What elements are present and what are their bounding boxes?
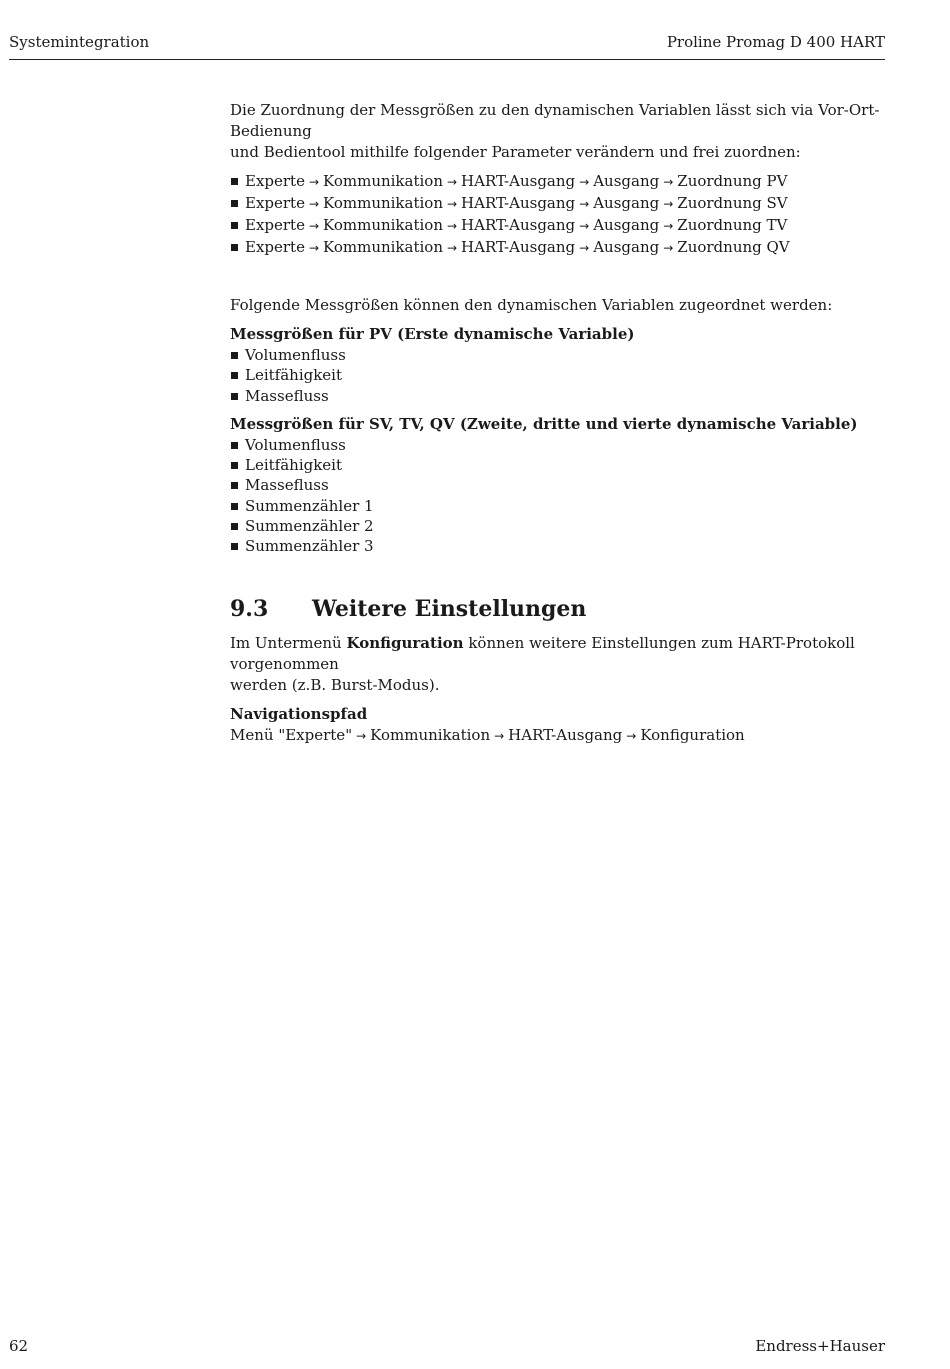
header-section-name: Systemintegration [9,33,150,51]
arrow-icon: → [579,175,590,189]
pv-list [230,345,890,406]
section-heading [230,595,890,623]
arrow-icon: → [663,219,674,233]
header-product-name: Proline Promag D 400 HART [666,33,885,51]
menu-name-konfiguration: Konfiguration [346,633,464,652]
list-item: Leitfähigkeit [230,365,890,385]
nav-path-pv: Experte → Kommunikation → HART-Ausgang → Ausgang → Zuordnung PV [230,171,890,193]
page-number: 62 [9,1337,29,1355]
nav-path-tv: Experte → Kommunikation → HART-Ausgang → Ausgang → Zuordnung TV [230,215,890,237]
arrow-icon: → [626,728,637,743]
arrow-icon: → [446,197,458,211]
list-item: Summenzähler 2 [230,516,890,536]
list-item: Volumenfluss [230,345,890,365]
arrow-icon: → [446,175,458,189]
section-number: 9.3 [230,595,269,622]
intro-line-1: Die Zuordnung der Messgrößen zu den dynamischen Variablen lässt sich via Vor-Ort-Bedienung [230,101,880,140]
following-text: Folgende Messgrößen können den dynamischen Variablen zugeordnet werden: [230,296,833,314]
arrow-icon: → [308,197,320,211]
list-item: Leitfähigkeit [230,455,890,475]
arrow-icon: → [663,175,674,189]
list-item: Summenzähler 1 [230,496,890,516]
assignment-nav-list [230,171,890,259]
section-paragraph: Im Untermenü Konfiguration können weitere Einstellungen zum HART-Protokoll vorgenommen werden (z.B. Burst-Modus). [230,633,855,694]
list-item: Massefluss [230,386,890,406]
pv-subheading: Messgrößen für PV (Erste dynamische Variable) [230,325,635,343]
arrow-icon: → [446,219,458,233]
page-header [9,33,885,60]
nav-path-sv: Experte → Kommunikation → HART-Ausgang → Ausgang → Zuordnung SV [230,193,890,215]
section-title-text: Weitere Einstellungen [312,595,587,622]
arrow-icon: → [579,241,590,255]
nav-path-qv: Experte → Kommunikation → HART-Ausgang → Ausgang → Zuordnung QV [230,237,890,259]
arrow-icon: → [308,241,320,255]
arrow-icon: → [356,728,367,743]
sv-tv-qv-subheading: Messgrößen für SV, TV, QV (Zweite, dritte und vierte dynamische Variable) [230,414,858,433]
arrow-icon: → [663,197,674,211]
navigation-path-heading: Navigationspfad [230,704,368,723]
sv-tv-qv-list [230,435,890,557]
intro-paragraph [230,100,890,163]
arrow-icon: → [494,728,505,743]
list-item: Massefluss [230,475,890,495]
arrow-icon: → [446,241,458,255]
navigation-path: Menü "Experte" → Kommunikation → HART-Ausgang → Konfiguration [230,725,745,744]
arrow-icon: → [579,219,590,233]
company-name: Endress+Hauser [755,1337,885,1355]
arrow-icon: → [308,219,320,233]
arrow-icon: → [579,197,590,211]
arrow-icon: → [308,175,320,189]
arrow-icon: → [663,241,674,255]
list-item: Summenzähler 3 [230,536,890,556]
list-item: Volumenfluss [230,435,890,455]
intro-line-2: und Bedientool mithilfe folgender Parameter verändern und frei zuordnen: [230,143,801,161]
main-content [230,100,890,747]
